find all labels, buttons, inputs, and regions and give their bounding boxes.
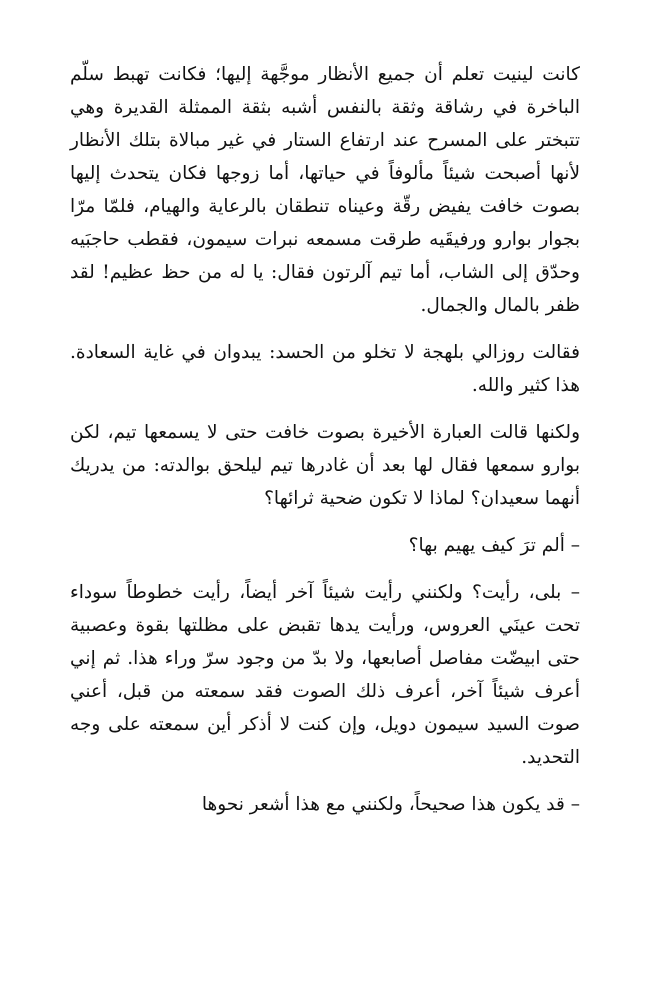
paragraph-poirot-reply: ولكنها قالت العبارة الأخيرة بصوت خافت حتى لا يسمعها تيم، لكن بوارو سمعها فقال لها بعد أن غادرها تيم ليلحق بوالدته: من يدريك أنهما سعيدان؟ لماذا لا تكون ضحية ثرائها؟ xyxy=(70,422,580,509)
paragraph-linnet-arrival: كانت لينيت تعلم أن جميع الأنظار موجَّهة إليها؛ فكانت تهبط سلّم الباخرة في رشاقة وثقة بالنفس أشبه بثقة الممثلة القديرة وهي تتبختر على المسرح عند ارتفاع الستار في غير مبالاة بتلك الأنظار لأنها أصبحت شيئاً مألوفاً في حياتها، أما زوجها فكان يتحدث إليها بصوت خافت يفيض رقّة وعيناه تنطقان بالرعاية والهيام، فلمّا مرّا بجوار بوارو ورفيقَيه طرقت مسمعه نبرات سيمون، فقطب حاجبَيه وحدّق إلى الشاب، أما تيم آلرتون فقال: يا له من حظ عظيم! لقد ظفر بالمال والجمال. xyxy=(70,64,580,316)
dialogue-line-partial: – قد يكون هذا صحيحاً، ولكنني مع هذا أشعر نحوها xyxy=(201,794,580,815)
dialogue-line-poirot-observation: – بلى، رأيت؟ ولكنني رأيت شيئاً آخر أيضاً، رأيت خطوطاً سوداء تحت عينَي العروس، ورأيت يدها تقبض على مظلتها بقوة وعصبية حتى ابيضّت مفاصل أصابعها، ولا بدّ من وجود سرّ وراء هذا. ثم إني أعرف شيئاً آخر، أعرف ذلك الصوت فقد سمعته من قبل، أعني صوت السيد سيمون دويل، وإن كنت لا أذكر أين سمعته على وجه التحديد. xyxy=(70,582,580,768)
page-text xyxy=(70,58,580,821)
paragraph-rosalie-remark: فقالت روزالي بلهجة لا تخلو من الحسد: يبدوان في غاية السعادة. هذا كثير والله. xyxy=(70,342,581,396)
dialogue-line-question: – ألم ترَ كيف يهيم بها؟ xyxy=(408,535,580,556)
